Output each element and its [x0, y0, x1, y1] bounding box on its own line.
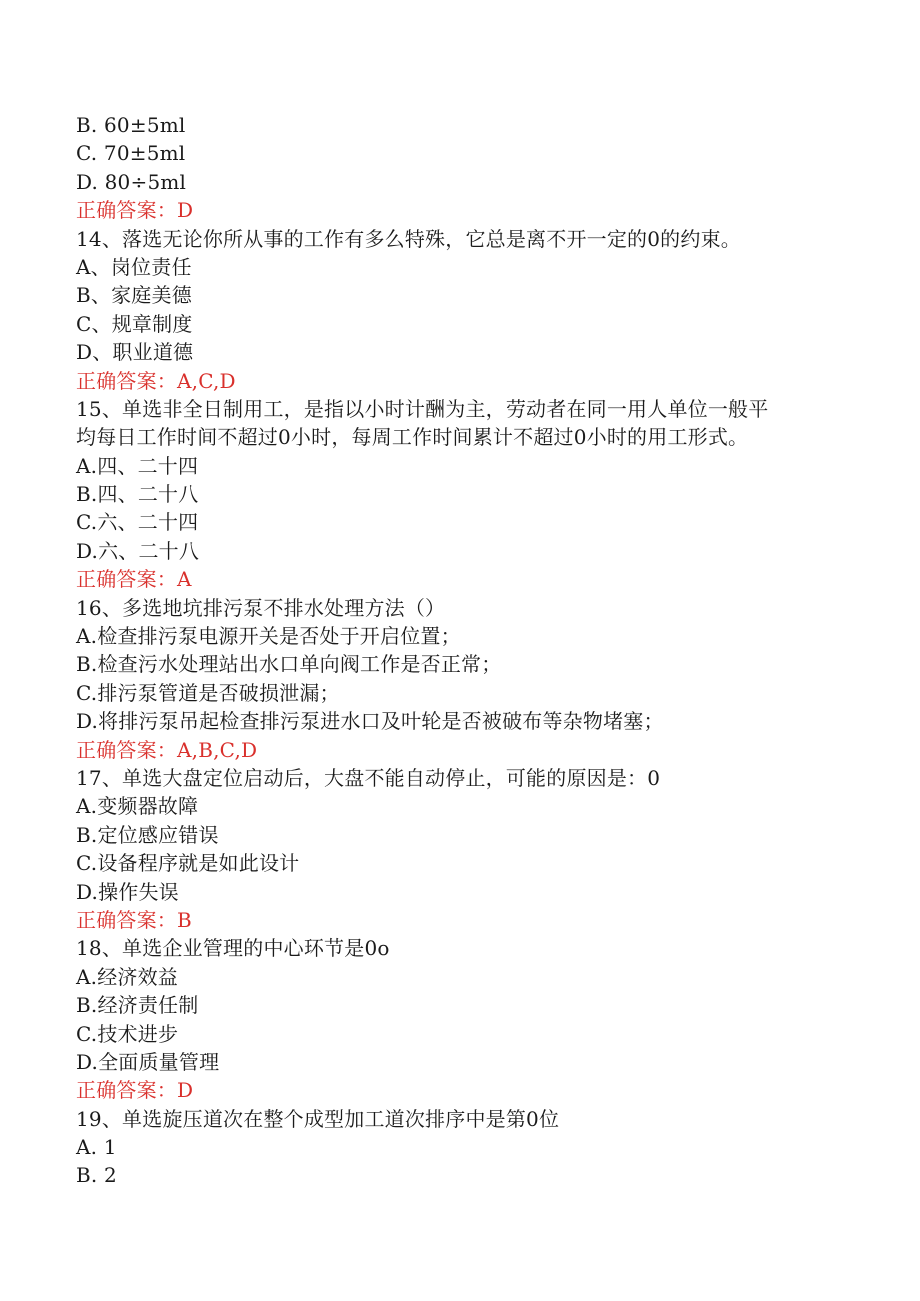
option-line: B.四、二十八 — [76, 482, 199, 507]
option-line: B. 2 — [76, 1163, 117, 1188]
option-line: C.六、二十四 — [76, 510, 199, 535]
answer-line: 正确答案：D — [76, 198, 194, 223]
option-line: D.将排污泵吊起检查排污泵进水口及叶轮是否被破布等杂物堵塞； — [76, 709, 664, 734]
option-line: D.全面质量管理 — [76, 1049, 220, 1074]
answer-line: 正确答案：B — [76, 907, 192, 932]
option-line: D.六、二十八 — [76, 538, 200, 563]
option-line: B、家庭美德 — [76, 283, 192, 308]
question-line: 均每日工作时间不超过0小时，每周工作时间累计不超过0小时的用工形式。 — [76, 425, 749, 450]
question-line: 15、单选非全日制用工，是指以小时计酬为主，劳动者在同一用人单位一般平 — [76, 396, 769, 421]
answer-line: 正确答案：D — [76, 1078, 194, 1103]
option-line: D. 80÷5ml — [76, 169, 187, 194]
option-line: A.变频器故障 — [76, 794, 199, 819]
option-line: A.四、二十四 — [76, 453, 199, 478]
option-line: A.经济效益 — [76, 964, 179, 989]
option-line: B. 60±5ml — [76, 113, 186, 137]
question-line: 18、单选企业管理的中心环节是0o — [76, 936, 390, 961]
option-line: B.检查污水处理站出水口单向阀工作是否正常； — [76, 652, 502, 677]
option-line: C、规章制度 — [76, 311, 193, 336]
option-line: D.操作失误 — [76, 879, 179, 904]
question-line: 16、多选地坑排污泵不排水处理方法（） — [76, 595, 446, 620]
answer-line: 正确答案：A — [76, 567, 192, 592]
option-line: D、职业道德 — [76, 340, 194, 365]
option-line: A.检查排污泵电源开关是否处于开启位置； — [76, 624, 461, 649]
option-line: C.技术进步 — [76, 1021, 179, 1046]
answer-line: 正确答案：A,C,D — [76, 368, 236, 393]
option-line: B.定位感应错误 — [76, 822, 219, 847]
option-line: A. 1 — [76, 1135, 117, 1160]
option-line: C. 70±5ml — [76, 141, 186, 166]
answer-line: 正确答案：A,B,C,D — [76, 737, 258, 762]
question-line: 17、单选大盘定位启动后，大盘不能自动停止，可能的原因是：0 — [76, 765, 661, 790]
option-line: A、岗位责任 — [76, 254, 192, 279]
question-line: 19、单选旋压道次在整个成型加工道次排序中是第0位 — [76, 1106, 560, 1131]
document-page — [76, 111, 876, 1190]
question-line: 14、落选无论你所从事的工作有多么特殊，它总是离不开一定的0的约束。 — [76, 226, 741, 251]
option-line: C.排污泵管道是否破损泄漏； — [76, 680, 340, 705]
option-line: B.经济责任制 — [76, 993, 199, 1018]
option-line: C.设备程序就是如此设计 — [76, 851, 300, 876]
